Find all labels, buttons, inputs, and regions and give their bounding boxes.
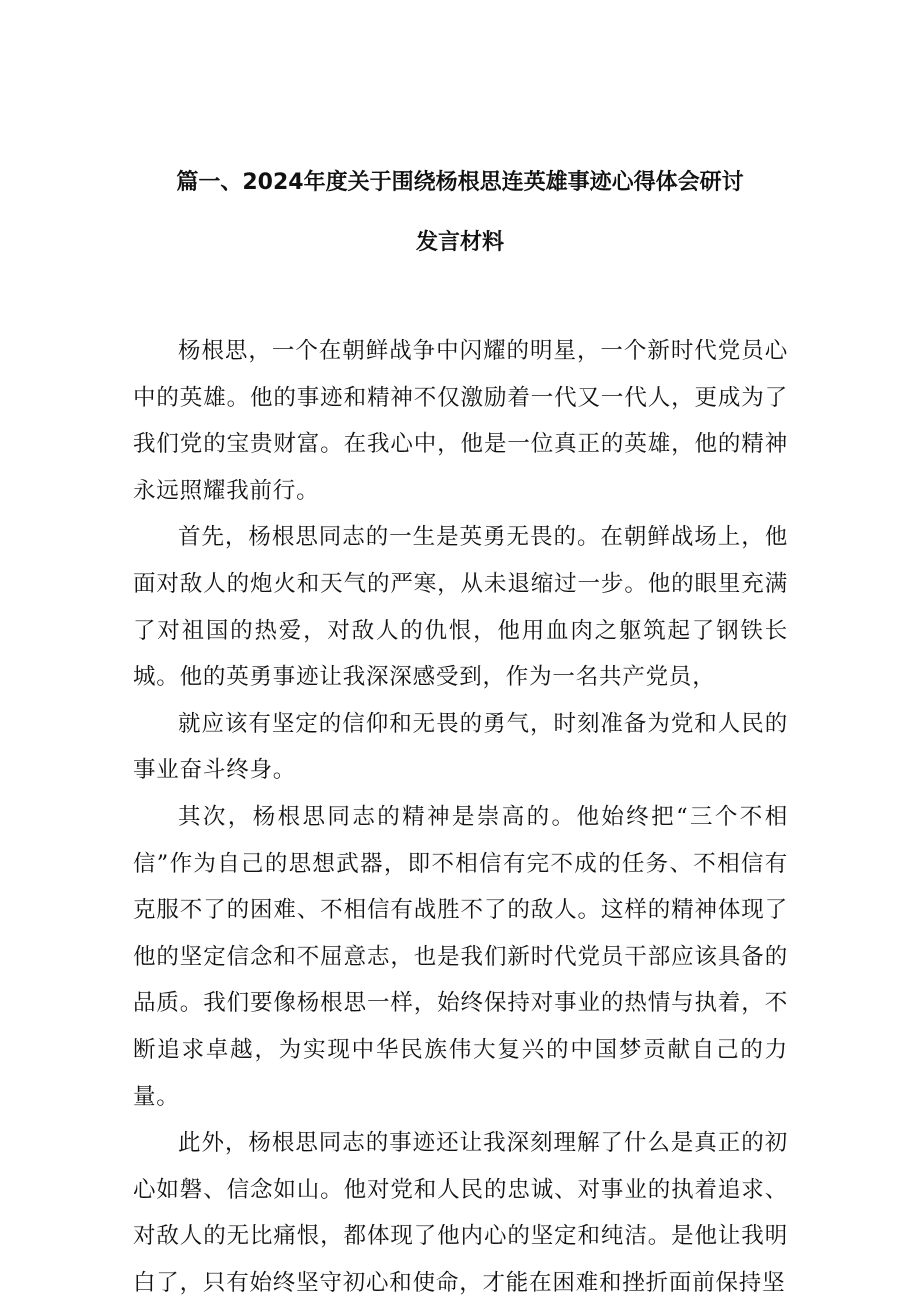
paragraph-1: 杨根思，一个在朝鲜战争中闪耀的明星，一个新时代党员心中的英雄。他的事迹和精神不仅激励着一代又一代人，更成为了我们党的宝贵财富。在我心中，他是一位真正的英雄，他的精神永远照耀我前行。 [133, 338, 788, 504]
paragraph-3: 就应该有坚定的信仰和无畏的勇气，时刻准备为党和人民的事业奋斗终身。 [133, 710, 788, 784]
document-title-line-1: 篇一、2024年度关于围绕杨根思连英雄事迹心得体会研讨 [176, 170, 744, 195]
document-title-line-2: 发言材料 [415, 230, 504, 255]
paragraph-2: 首先，杨根思同志的一生是英勇无畏的。在朝鲜战场上，他面对敌人的炮火和天气的严寒，从未退缩过一步。他的眼里充满了对祖国的热爱，对敌人的仇恨，他用血肉之躯筑起了钢铁长城。他的英勇事迹让我深深感受到，作为一名共产党员， [133, 524, 788, 691]
paragraph-5: 此外，杨根思同志的事迹还让我深刻理解了什么是真正的初心如磐、信念如山。他对党和人民的忠诚、对事业的执着追求、对敌人的无比痛恨，都体现了他内心的坚定和纯洁。是他让我明白了，只有始终坚守初心和使命，才能在困难和挫折面前保持坚 [133, 1130, 788, 1296]
paragraph-4: 其次，杨根思同志的精神是崇高的。他始终把“三个不相信”作为自己的思想武器，即不相信有完不成的任务、不相信有克服不了的困难、不相信有战胜不了的敌人。这样的精神体现了他的坚定信念和不屈意志，也是我们新时代党员干部应该具备的品质。我们要像杨根思一样，始终保持对事业的热情与执着，不断追求卓越，为实现中华民族伟大复兴的中国梦贡献自己的力量。 [133, 803, 788, 1110]
document-body [133, 328, 788, 1306]
